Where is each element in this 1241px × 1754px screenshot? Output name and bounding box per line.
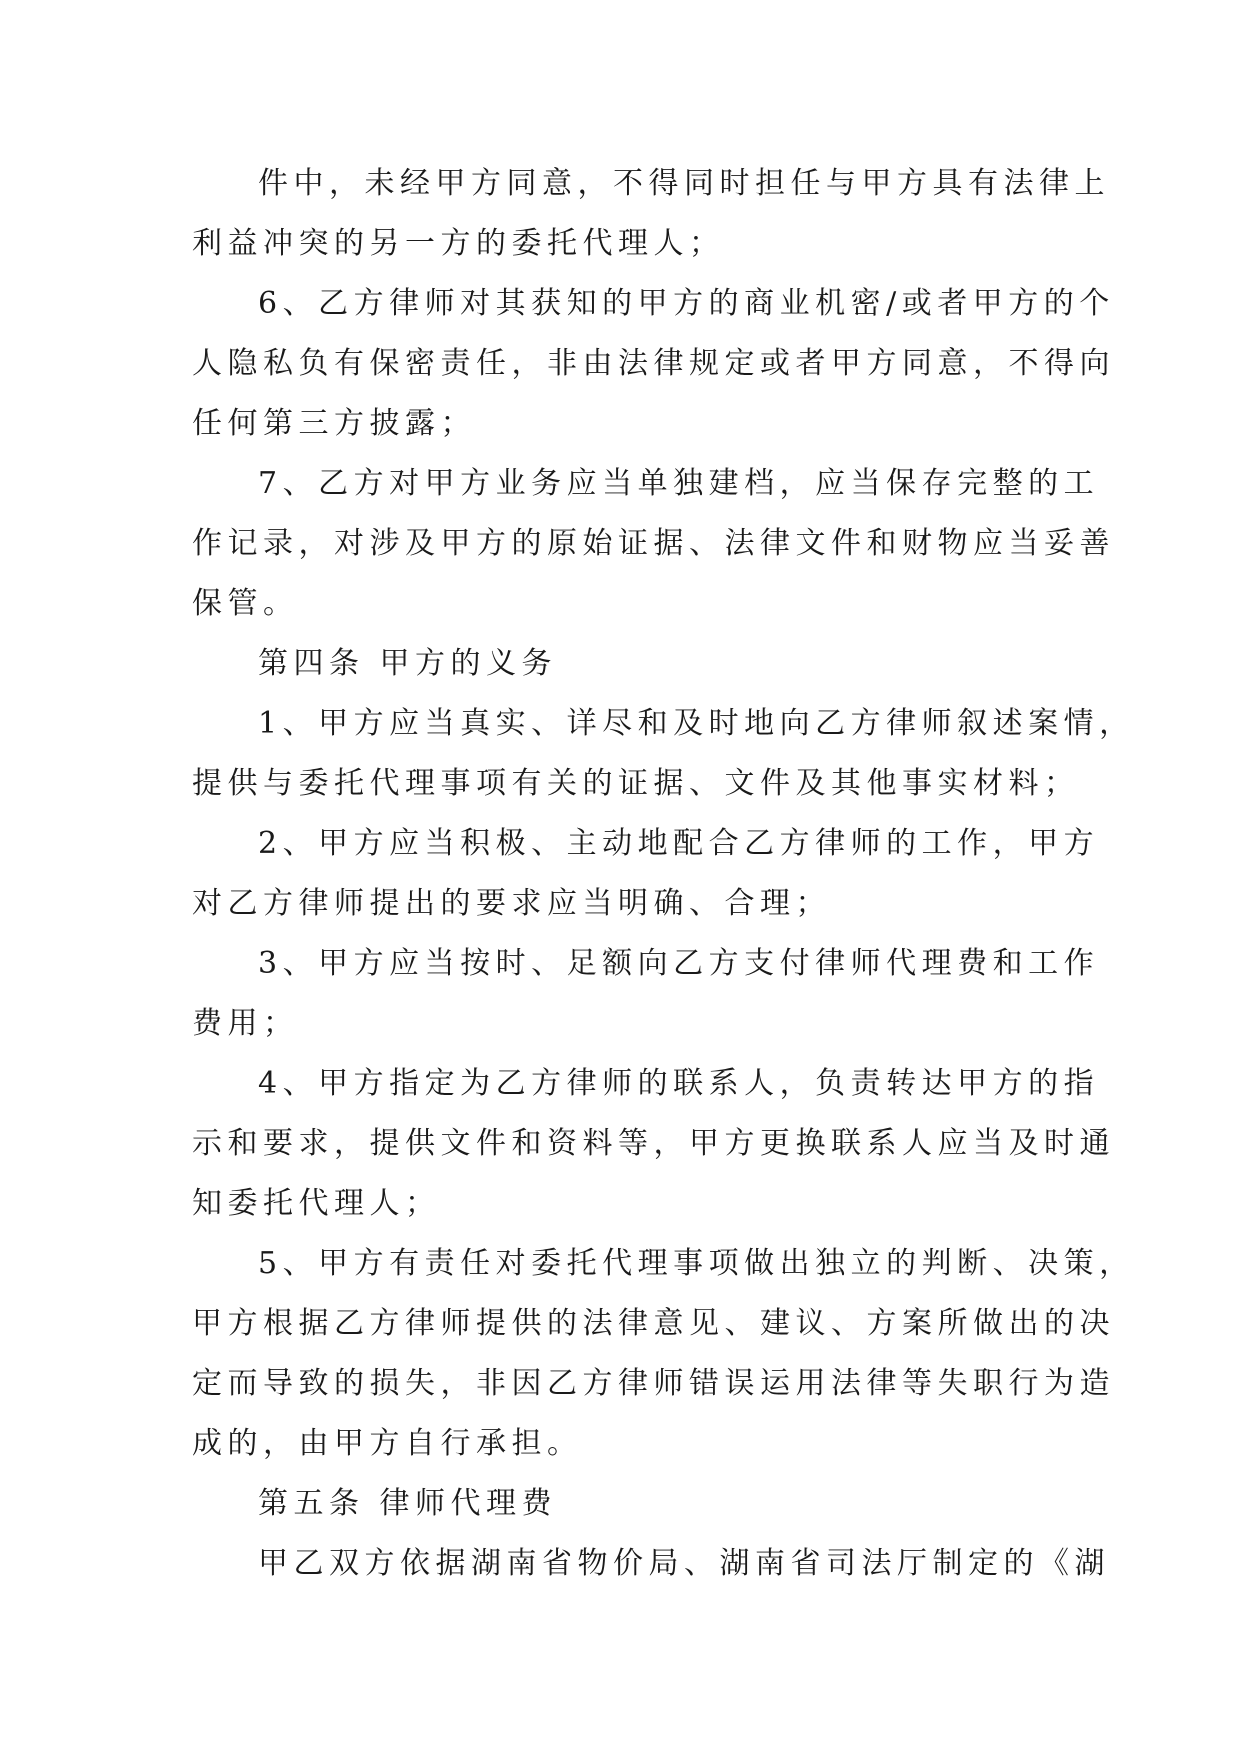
text-line: 示和要求，提供文件和资料等，甲方更换联系人应当及时通: [192, 1126, 1115, 1161]
text-line: 提供与委托代理事项有关的证据、文件及其他事实材料；: [192, 766, 1080, 801]
clause-item-6: 6、乙方律师对其获知的甲方的商业机密/或者甲方的个: [258, 286, 1115, 321]
clause-item-2: 2、甲方应当积极、主动地配合乙方律师的工作，甲方: [258, 826, 1100, 861]
text-line: 定而导致的损失，非因乙方律师错误运用法律等失职行为造: [192, 1366, 1115, 1401]
article-5-heading: 第五条 律师代理费: [258, 1486, 558, 1521]
text-line: 对乙方律师提出的要求应当明确、合理；: [192, 886, 831, 921]
clause-item-1: 1、甲方应当真实、详尽和及时地向乙方律师叙述案情，: [258, 706, 1135, 741]
text-line: 甲乙双方依据湖南省物价局、湖南省司法厅制定的《湖: [258, 1546, 1110, 1581]
clause-item-4: 4、甲方指定为乙方律师的联系人，负责转达甲方的指: [258, 1066, 1100, 1101]
clause-item-3: 3、甲方应当按时、足额向乙方支付律师代理费和工作: [258, 946, 1100, 981]
clause-item-7: 7、乙方对甲方业务应当单独建档，应当保存完整的工: [258, 466, 1100, 501]
text-line: 保管。: [192, 586, 299, 621]
article-4-heading: 第四条 甲方的义务: [258, 646, 558, 681]
text-line: 甲方根据乙方律师提供的法律意见、建议、方案所做出的决: [192, 1306, 1115, 1341]
text-line: 成的，由甲方自行承担。: [192, 1426, 583, 1461]
text-line: 利益冲突的另一方的委托代理人；: [192, 226, 725, 261]
text-line: 人隐私负有保密责任，非由法律规定或者甲方同意，不得向: [192, 346, 1115, 381]
text-line: 件中，未经甲方同意，不得同时担任与甲方具有法律上: [258, 166, 1110, 201]
text-line: 作记录，对涉及甲方的原始证据、法律文件和财物应当妥善: [192, 526, 1115, 561]
document-body: [192, 154, 1135, 1594]
text-line: 知委托代理人；: [192, 1186, 441, 1221]
clause-item-5: 5、甲方有责任对委托代理事项做出独立的判断、决策，: [258, 1246, 1135, 1281]
text-line: 费用；: [192, 1006, 299, 1041]
text-line: 任何第三方披露；: [192, 406, 476, 441]
